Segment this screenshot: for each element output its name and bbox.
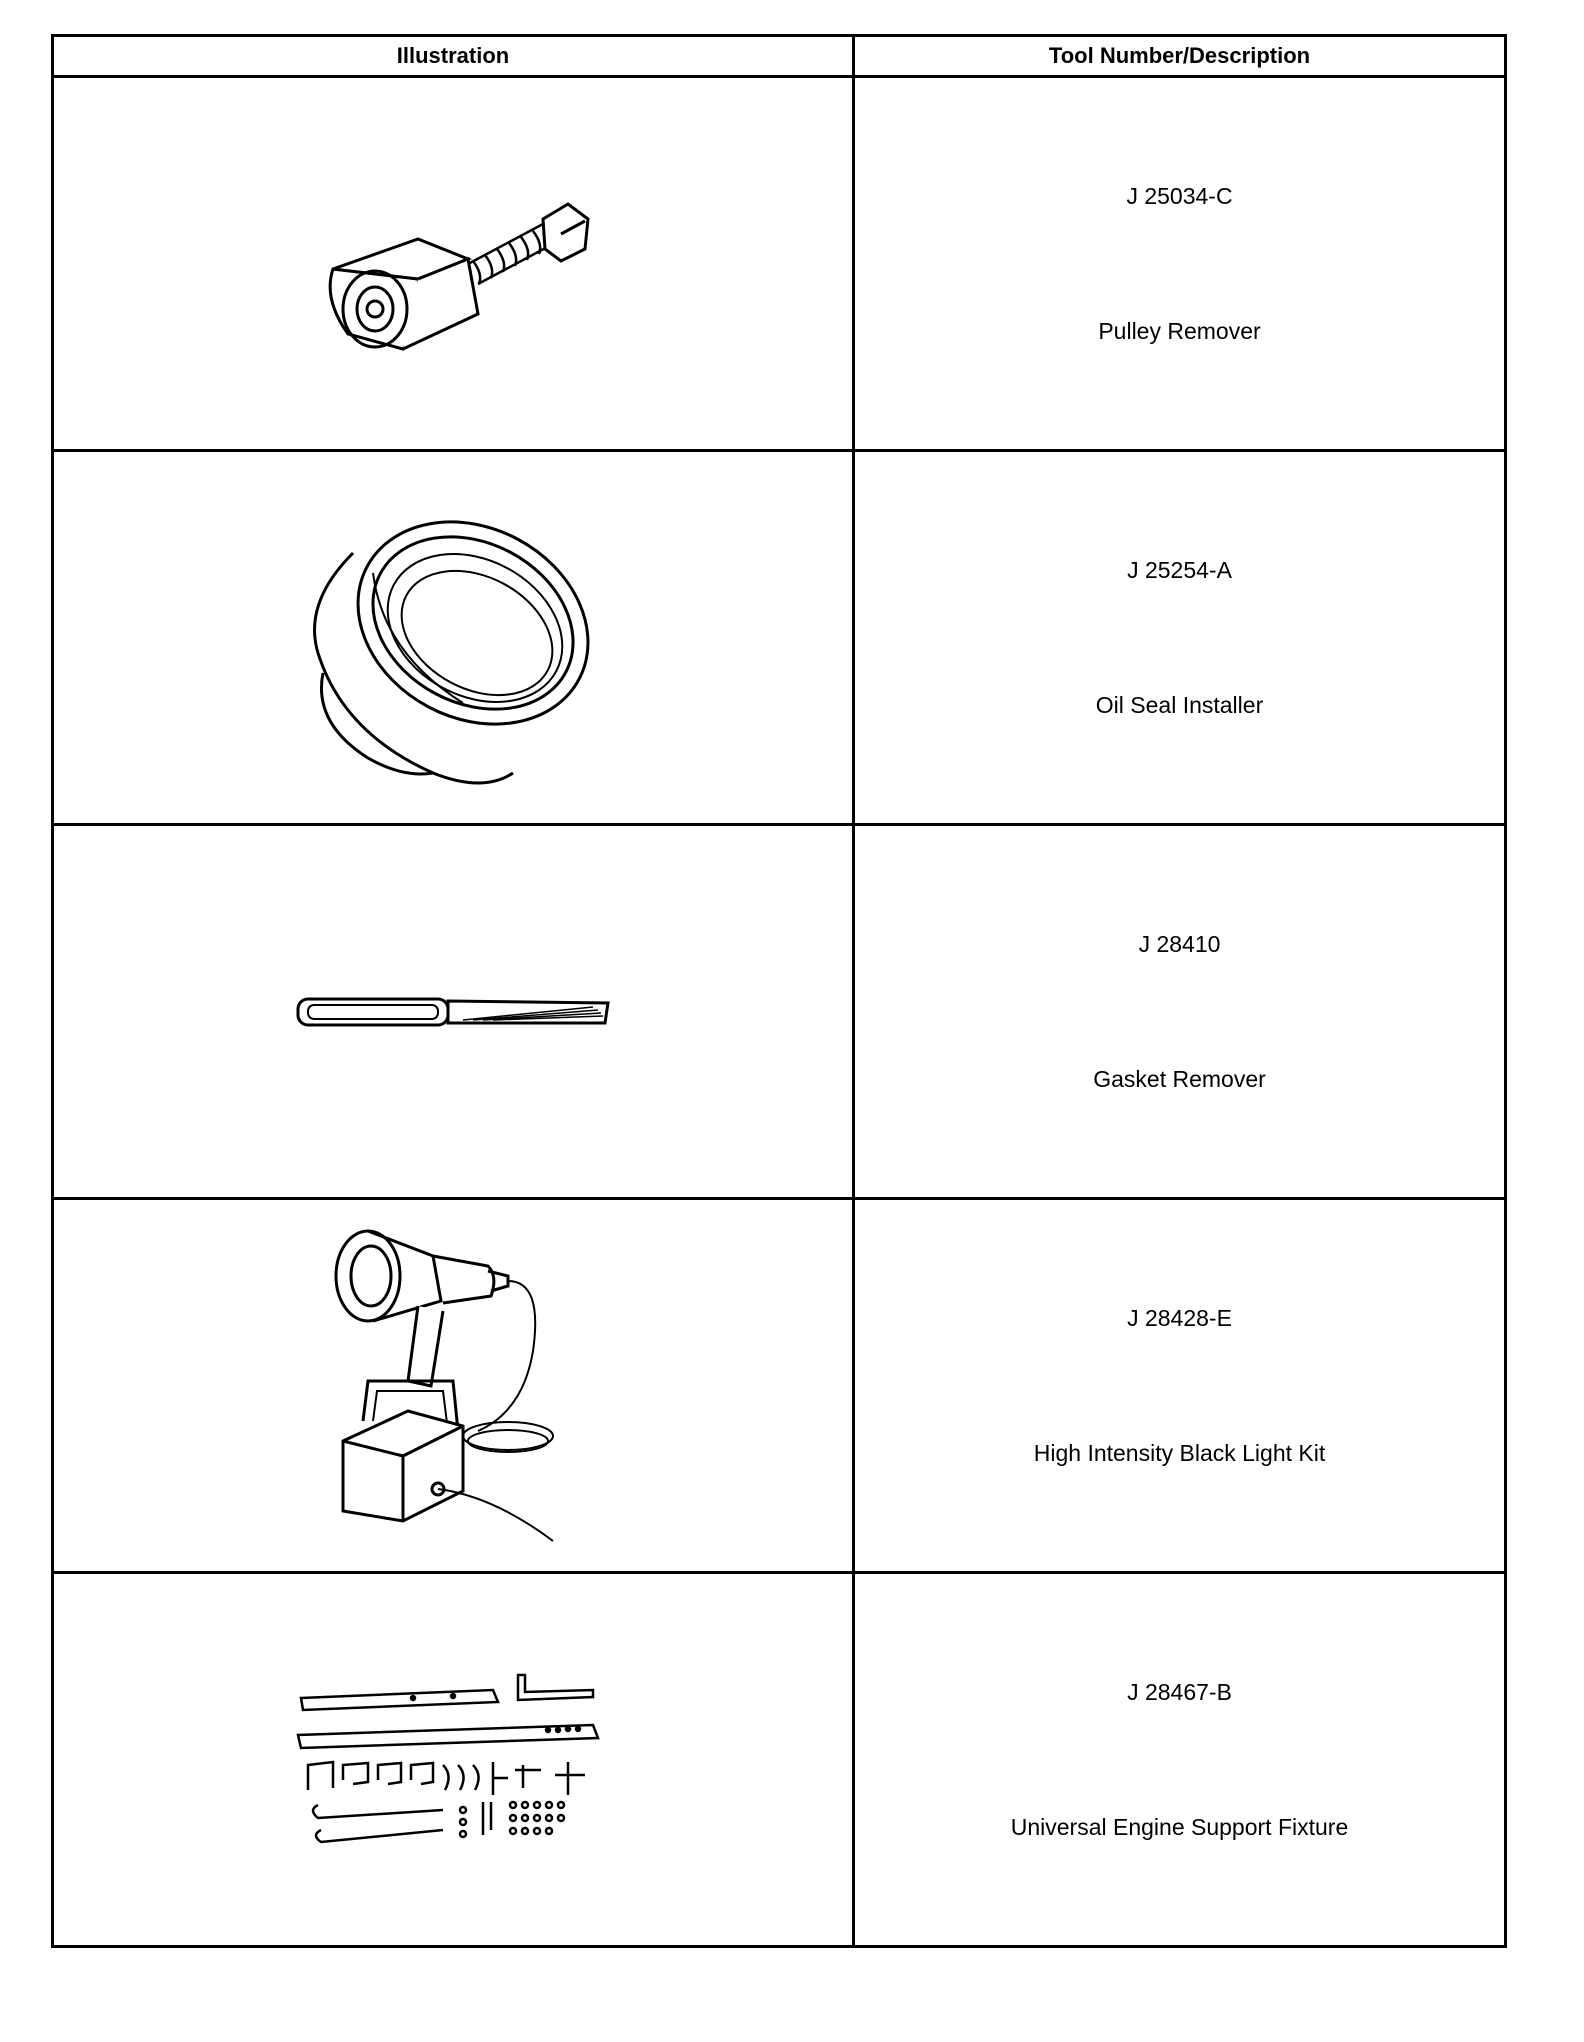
table-row: [53, 1199, 1506, 1573]
description-cell: [854, 77, 1506, 451]
tool-number: J 25034-C: [1126, 182, 1233, 209]
header-illustration: Illustration: [53, 36, 854, 77]
table-row: [53, 451, 1506, 825]
illustration-cell: [53, 1573, 854, 1947]
illustration-cell: [53, 825, 854, 1199]
tool-description: Universal Engine Support Fixture: [1010, 1813, 1349, 1840]
tool-number: J 28410: [1138, 930, 1221, 957]
oil-seal-installer-illustration: [283, 473, 623, 803]
engine-support-fixture-illustration: [293, 1670, 613, 1850]
black-light-kit-illustration: [313, 1221, 593, 1551]
table-row: [53, 1573, 1506, 1947]
tool-number: J 28467-B: [1127, 1678, 1232, 1705]
description-cell: [854, 1199, 1506, 1573]
tool-description: Pulley Remover: [1098, 317, 1261, 344]
pulley-remover-illustration: [293, 149, 613, 379]
illustration-cell: [53, 77, 854, 451]
description-cell: [854, 825, 1506, 1199]
special-tools-table: [51, 34, 1507, 1948]
tool-number: J 28428-E: [1127, 1304, 1232, 1331]
gasket-remover-illustration: [293, 987, 613, 1037]
table-row: [53, 77, 1506, 451]
description-cell: [854, 1573, 1506, 1947]
description-cell: [854, 451, 1506, 825]
tool-description: Gasket Remover: [1093, 1065, 1266, 1092]
illustration-cell: [53, 1199, 854, 1573]
tool-number: J 25254-A: [1127, 556, 1232, 583]
tool-description: Oil Seal Installer: [1095, 691, 1264, 718]
illustration-cell: [53, 451, 854, 825]
table-row: [53, 825, 1506, 1199]
table-header-row: [53, 36, 1506, 77]
tool-description: High Intensity Black Light Kit: [1033, 1439, 1326, 1466]
header-tool-number-description: Tool Number/Description: [854, 36, 1506, 77]
